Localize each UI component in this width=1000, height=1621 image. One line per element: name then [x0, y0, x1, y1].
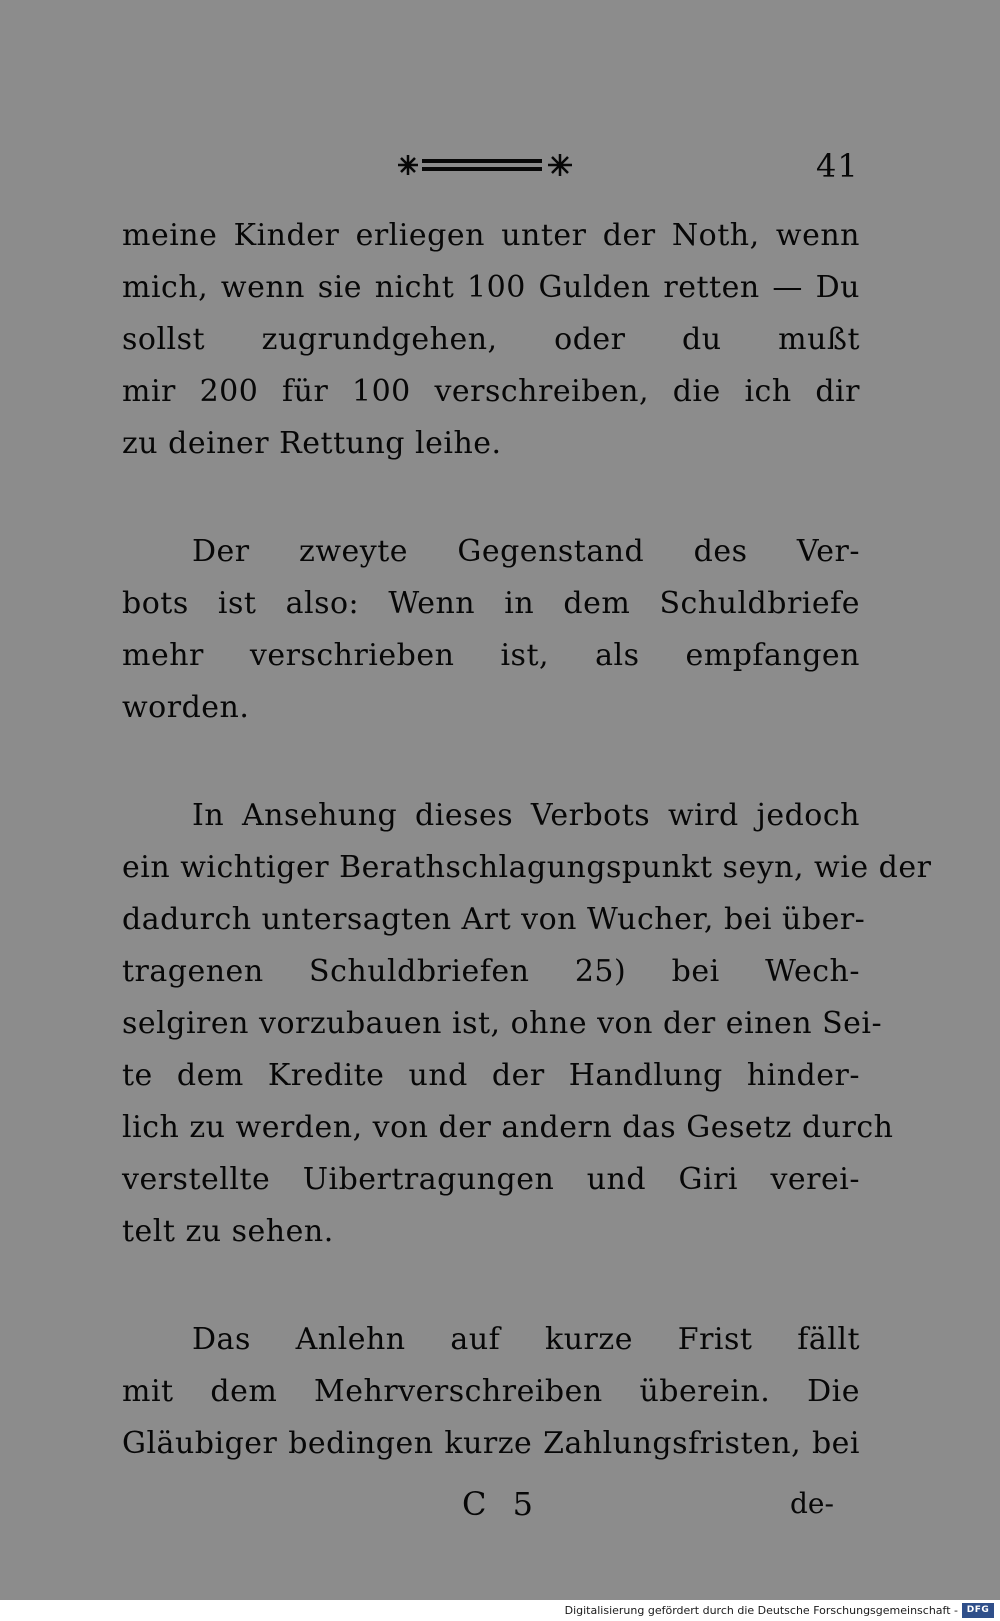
- digitization-credit-bar: [0, 1600, 1000, 1621]
- text-line: lich zu werden, von der andern das Gesetz durch: [122, 1110, 894, 1145]
- page-number: 41: [816, 147, 859, 185]
- credit-text: Digitalisierung gefördert durch die Deutsche Forschungsgemeinschaft -: [564, 1604, 958, 1617]
- text-line: mit dem Mehrverschreiben überein. Die: [122, 1374, 860, 1409]
- signature-mark: C 5: [462, 1485, 542, 1523]
- text-line: meine Kinder erliegen unter der Noth, wenn: [122, 218, 860, 253]
- text-line: Der zweyte Gegenstand des Ver-: [192, 534, 860, 569]
- text-line: In Ansehung dieses Verbots wird jedoch: [192, 798, 860, 833]
- text-line: bots ist also: Wenn in dem Schuldbriefe: [122, 586, 860, 621]
- text-line: tragenen Schuldbriefen 25) bei Wech-: [122, 954, 860, 989]
- text-line: verstellte Uibertragungen und Giri verei-: [122, 1162, 860, 1197]
- text-line: sollst zugrundgehen, oder du mußt: [122, 322, 860, 357]
- text-line: mich, wenn sie nicht 100 Gulden retten — Du: [122, 270, 860, 305]
- catchword: de-: [790, 1487, 834, 1520]
- ornament-divider-icon: [392, 150, 584, 180]
- page-footer: [0, 1482, 1000, 1526]
- text-line: zu deiner Rettung leihe.: [122, 426, 502, 461]
- text-line: selgiren vorzubauen ist, ohne von der einen Sei-: [122, 1006, 883, 1041]
- text-line: te dem Kredite und der Handlung hinder-: [122, 1058, 860, 1093]
- text-line: ein wichtiger Berathschlagungspunkt seyn, wie der: [122, 850, 932, 885]
- text-line: mir 200 für 100 verschreiben, die ich dir: [122, 374, 860, 409]
- page-header: [0, 146, 1000, 186]
- text-line: worden.: [122, 690, 250, 725]
- text-line: Das Anlehn auf kurze Frist fällt: [192, 1322, 860, 1357]
- text-line: mehr verschrieben ist, als empfangen: [122, 638, 860, 673]
- text-line: dadurch untersagten Art von Wucher, bei über-: [122, 902, 866, 937]
- text-line: Gläubiger bedingen kurze Zahlungsfristen, bei: [122, 1426, 860, 1461]
- dfg-logo-icon: DFG: [962, 1603, 994, 1618]
- text-line: telt zu sehen.: [122, 1214, 334, 1249]
